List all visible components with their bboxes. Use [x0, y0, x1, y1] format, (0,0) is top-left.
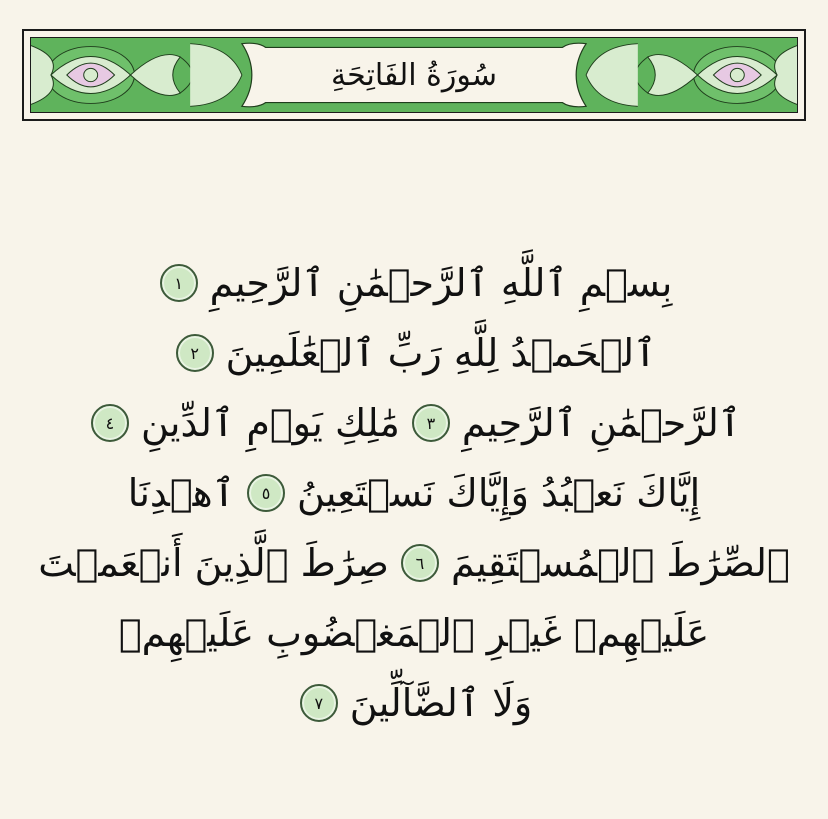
- verse-line-4: [128, 458, 700, 528]
- verse-line-5: [38, 528, 790, 598]
- verse-line-7: [296, 668, 532, 738]
- verses-block: [0, 248, 828, 738]
- ayah-number-marker: ٧: [300, 684, 338, 722]
- surah-title: سُورَةُ الفَاتِحَةِ: [331, 57, 497, 93]
- verse-line-3: [87, 388, 741, 458]
- ayah-number-marker: ٥: [247, 474, 285, 512]
- verse-text: وَلَا ٱلضَّآلِّينَ: [349, 681, 533, 725]
- verse-text: إِيَّاكَ نَعۡبُدُ وَإِيَّاكَ نَسۡتَعِينُ: [296, 471, 701, 515]
- ayah-number-marker: ٢: [176, 334, 214, 372]
- verse-text: صِرَٰطَ ٱلَّذِينَ أَنۡعَمۡتَ: [38, 541, 389, 585]
- verse-text: بِسۡمِ ٱللَّهِ ٱلرَّحۡمَٰنِ ٱلرَّحِيمِ: [209, 261, 673, 305]
- verse-line-1: [156, 248, 673, 318]
- verse-text: ٱلصِّرَٰطَ ٱلۡمُسۡتَقِيمَ: [450, 541, 790, 585]
- verse-text: ٱهۡدِنَا: [127, 471, 235, 515]
- verse-text: ٱلۡحَمۡدُ لِلَّهِ رَبِّ ٱلۡعَٰلَمِينَ: [225, 331, 657, 375]
- verse-text: ٱلرَّحۡمَٰنِ ٱلرَّحِيمِ: [461, 401, 742, 445]
- verse-line-6: [119, 598, 709, 668]
- verse-text: عَلَيۡهِمۡ غَيۡرِ ٱلۡمَغۡضُوبِ عَلَيۡهِمۡ: [118, 611, 710, 655]
- ayah-number-marker: ٦: [401, 544, 439, 582]
- ayah-number-marker: ٣: [412, 404, 450, 442]
- verse-line-2: [172, 318, 657, 388]
- ayah-number-marker: ٤: [91, 404, 129, 442]
- surah-header: [22, 29, 806, 121]
- verse-text: مَٰلِكِ يَوۡمِ ٱلدِّينِ: [140, 401, 400, 445]
- ayah-number-marker: ١: [160, 264, 198, 302]
- surah-header-band: [30, 37, 798, 113]
